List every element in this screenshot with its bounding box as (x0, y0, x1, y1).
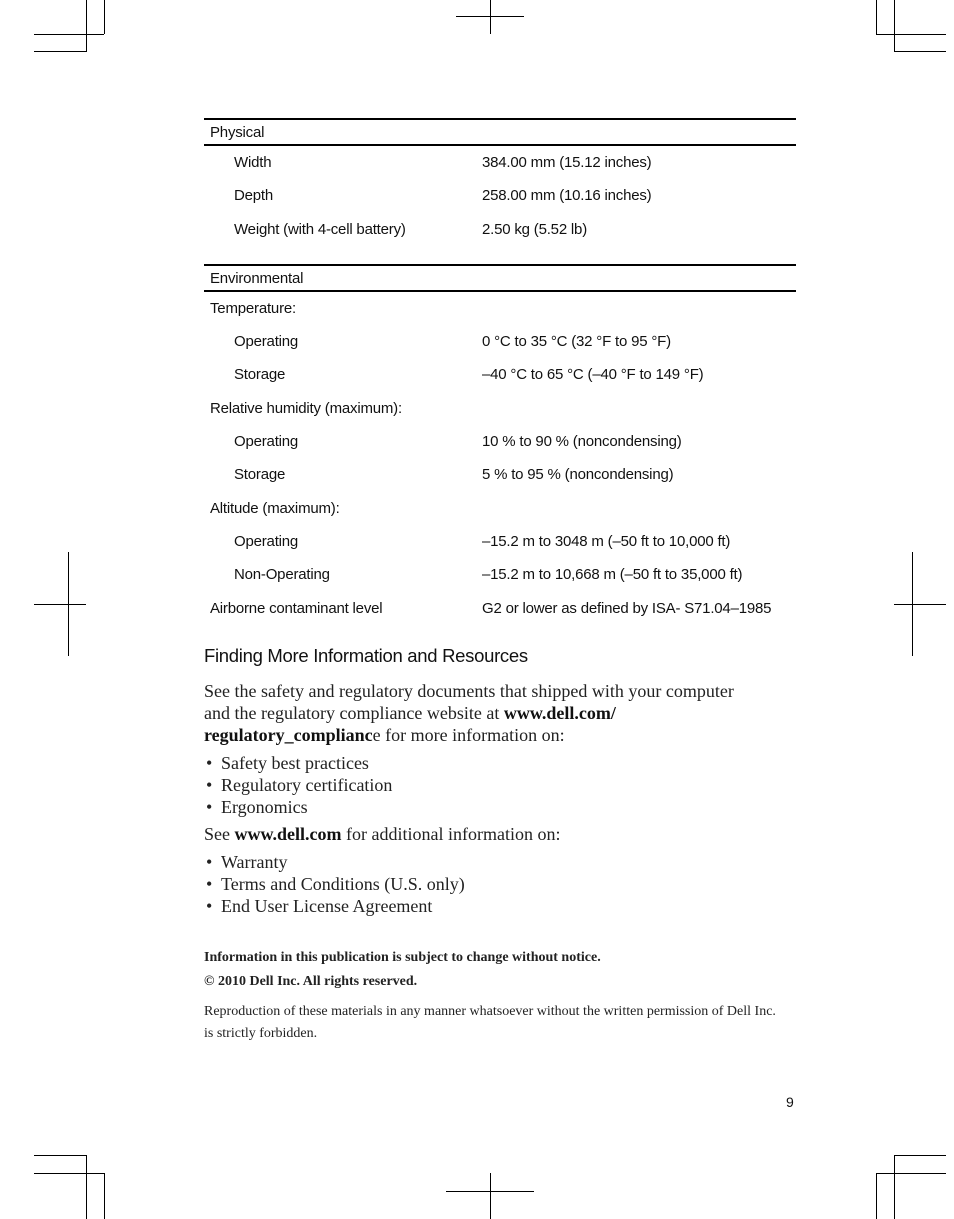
spec-value: 0 °C to 35 °C (32 °F to 95 °F) (482, 333, 671, 351)
copyright: © 2010 Dell Inc. All rights reserved. (204, 974, 418, 989)
crop-mark (876, 34, 946, 35)
para-line (204, 702, 804, 724)
bullet-icon: • (206, 874, 213, 894)
crop-mark (104, 0, 105, 34)
crop-mark (446, 1191, 534, 1192)
spec-label: Weight (with 4-cell battery) (234, 220, 406, 238)
spec-row-temp-storage (204, 358, 796, 391)
change-notice: Information in this publication is subject to change without notice. (204, 950, 601, 965)
list-item (204, 851, 465, 873)
spec-label: Non-Operating (234, 566, 330, 584)
spec-label: Operating (234, 333, 299, 351)
spec-row-weight (204, 213, 796, 246)
info-paragraph-1 (204, 680, 804, 746)
crop-mark (894, 51, 946, 52)
crop-mark (34, 51, 86, 52)
spec-row-temp-operating (204, 325, 796, 358)
crop-mark (490, 1173, 491, 1219)
spec-value: 384.00 mm (15.12 inches) (482, 154, 652, 171)
para-line: See the safety and regulatory documents that shipped with your computer (204, 681, 734, 701)
bullet-icon: • (206, 775, 213, 795)
info-list-2 (204, 851, 465, 917)
spec-group-label: Altitude (maximum): (210, 499, 340, 517)
environmental-section-header: Environmental (204, 264, 796, 292)
para-text: e for more information on: (372, 725, 565, 745)
page-number: 9 (786, 1094, 794, 1110)
spec-group-label: Temperature: (210, 299, 296, 317)
crop-mark (34, 604, 86, 605)
crop-mark (86, 1155, 87, 1219)
spec-group-label: Relative humidity (maximum): (210, 399, 402, 417)
list-item (204, 774, 392, 796)
spec-row-airborne (204, 592, 796, 625)
list-item-text: Ergonomics (221, 797, 308, 817)
section-gap (204, 246, 796, 264)
crop-mark (34, 34, 104, 35)
crop-mark (86, 0, 87, 52)
spec-label: Width (234, 154, 272, 171)
compliance-link-part-2[interactable]: regulatory_complianc (204, 725, 373, 745)
bullet-icon: • (206, 753, 213, 773)
crop-mark (34, 1155, 86, 1156)
crop-mark (894, 1155, 946, 1156)
list-item-text: Terms and Conditions (U.S. only) (221, 874, 465, 894)
spec-value: 258.00 mm (10.16 inches) (482, 187, 652, 205)
spec-value: 10 % to 90 % (noncondensing) (482, 433, 682, 451)
list-item (204, 796, 392, 818)
crop-mark (876, 1173, 946, 1174)
list-item (204, 895, 465, 917)
list-item-text: End User License Agreement (221, 896, 433, 916)
spec-label: Operating (234, 532, 299, 550)
spec-label: Depth (234, 187, 274, 205)
info-paragraph-2 (204, 823, 804, 845)
spec-row-hum-operating (204, 425, 796, 458)
spec-label: Airborne contaminant level (210, 599, 383, 617)
para-text: and the regulatory compliance website at (204, 703, 504, 723)
crop-mark (456, 16, 524, 17)
spec-value: G2 or lower as defined by ISA- S71.04–1985 (482, 599, 772, 617)
spec-tables (204, 118, 796, 625)
para-text: for additional information on: (341, 824, 561, 844)
dell-link[interactable]: www.dell.com (234, 824, 342, 844)
spec-row-altitude (204, 492, 796, 525)
para-line (204, 724, 804, 746)
list-item (204, 752, 392, 774)
spec-value: –40 °C to 65 °C (–40 °F to 149 °F) (482, 366, 704, 384)
spec-row-alt-operating (204, 525, 796, 558)
bullet-icon: • (206, 896, 213, 916)
spec-label: Operating (234, 433, 299, 451)
crop-mark (894, 1155, 895, 1219)
spec-value: –15.2 m to 10,668 m (–50 ft to 35,000 ft) (482, 566, 743, 584)
reproduction-notice: Reproduction of these materials in any manner whatsoever without the written permission of Dell Inc. is strictly forbidden. (204, 1004, 776, 1041)
list-item-text: Warranty (221, 852, 288, 872)
compliance-link-part-1[interactable]: www.dell.com/ (503, 703, 616, 723)
spec-row-width (204, 146, 796, 179)
crop-mark (104, 1173, 105, 1219)
spec-row-humidity (204, 392, 796, 425)
spec-row-alt-nonoperating (204, 558, 796, 591)
spec-row-depth (204, 179, 796, 212)
crop-mark (490, 0, 491, 34)
info-list-1 (204, 752, 392, 818)
spec-label: Storage (234, 466, 286, 484)
crop-mark (876, 1173, 877, 1219)
bullet-icon: • (206, 852, 213, 872)
bullet-icon: • (206, 797, 213, 817)
list-item-text: Regulatory certification (221, 775, 393, 795)
spec-label: Storage (234, 366, 286, 384)
spec-value: 2.50 kg (5.52 lb) (482, 220, 587, 238)
info-heading: Finding More Information and Resources (204, 645, 528, 666)
physical-section-header: Physical (204, 118, 796, 146)
crop-mark (894, 604, 946, 605)
spec-row-hum-storage (204, 458, 796, 491)
spec-value: –15.2 m to 3048 m (–50 ft to 10,000 ft) (482, 532, 731, 550)
crop-mark (876, 0, 877, 34)
crop-mark (894, 0, 895, 52)
spec-value: 5 % to 95 % (noncondensing) (482, 466, 674, 484)
crop-mark (34, 1173, 104, 1174)
spec-row-temperature (204, 292, 796, 325)
list-item-text: Safety best practices (221, 753, 369, 773)
para-text: See (204, 824, 235, 844)
list-item (204, 873, 465, 895)
